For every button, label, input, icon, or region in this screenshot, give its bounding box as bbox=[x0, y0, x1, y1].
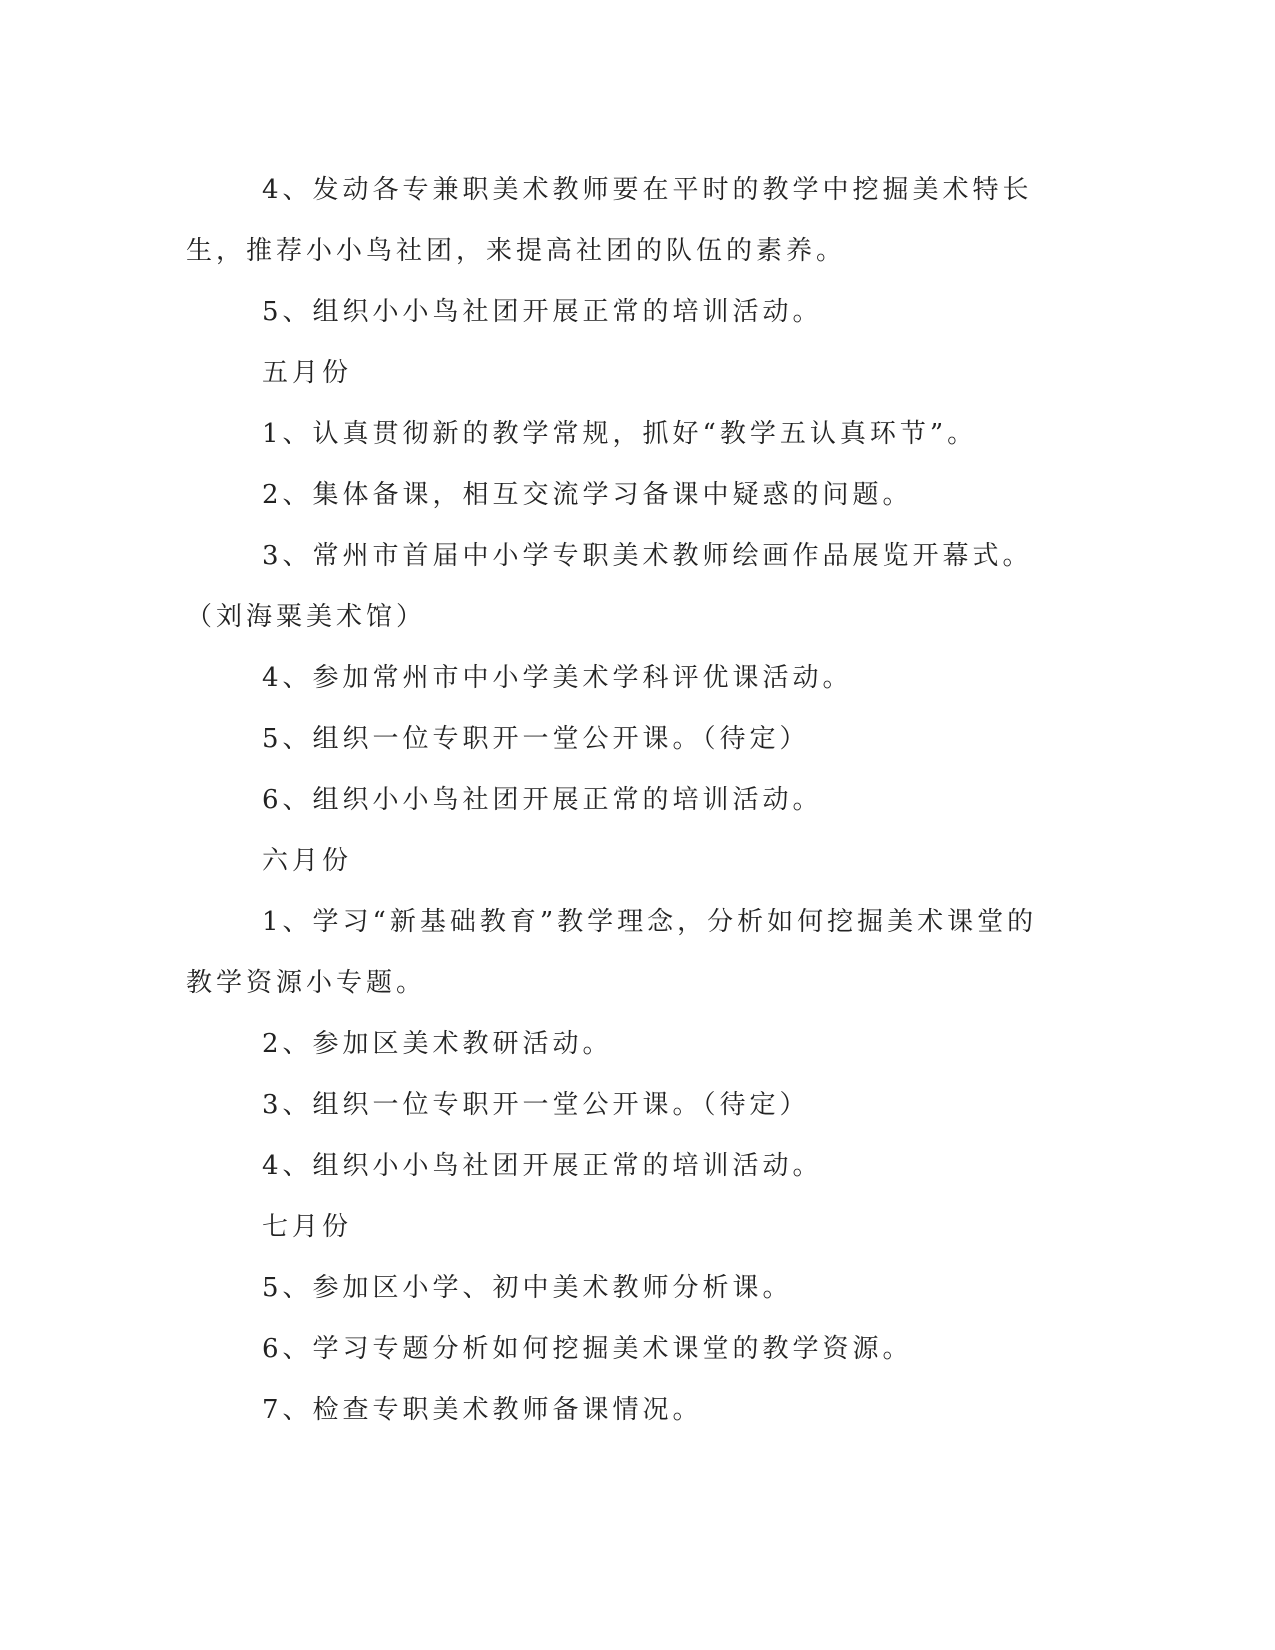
heading-june: 六月份 bbox=[262, 846, 353, 876]
document-body bbox=[186, 160, 1046, 1441]
paragraph-june-1: 1、学习“新基础教育”教学理念，分析如何挖掘美术课堂的教学资源小专题。 bbox=[186, 907, 1038, 998]
paragraph-recommend-students: 4、发动各专兼职美术教师要在平时的教学中挖掘美术特长生，推荐小小鸟社团，来提高社团的队伍的素养。 bbox=[186, 175, 1033, 266]
paragraph-may-1: 1、认真贯彻新的教学常规，抓好“教学五认真环节”。 bbox=[262, 419, 978, 449]
paragraph-july-6: 6、学习专题分析如何挖掘美术课堂的教学资源。 bbox=[262, 1334, 913, 1364]
heading-may: 五月份 bbox=[262, 358, 353, 388]
paragraph-june-4: 4、组织小小鸟社团开展正常的培训活动。 bbox=[262, 1151, 823, 1181]
paragraph-may-5: 5、组织一位专职开一堂公开课。（待定） bbox=[262, 724, 810, 754]
paragraph-june-3: 3、组织一位专职开一堂公开课。（待定） bbox=[262, 1090, 810, 1120]
paragraph-may-3: 3、常州市首届中小学专职美术教师绘画作品展览开幕式。（刘海粟美术馆） bbox=[186, 541, 1033, 632]
paragraph-may-6: 6、组织小小鸟社团开展正常的培训活动。 bbox=[262, 785, 823, 815]
paragraph-july-7: 7、检查专职美术教师备课情况。 bbox=[262, 1395, 703, 1425]
paragraph-july-5: 5、参加区小学、初中美术教师分析课。 bbox=[262, 1273, 793, 1303]
paragraph-june-2: 2、参加区美术教研活动。 bbox=[262, 1029, 613, 1059]
paragraph-may-4: 4、参加常州市中小学美术学科评优课活动。 bbox=[262, 663, 853, 693]
paragraph-may-2: 2、集体备课，相互交流学习备课中疑惑的问题。 bbox=[262, 480, 913, 510]
heading-july: 七月份 bbox=[262, 1212, 353, 1242]
paragraph-april-club-training: 5、组织小小鸟社团开展正常的培训活动。 bbox=[262, 297, 823, 327]
